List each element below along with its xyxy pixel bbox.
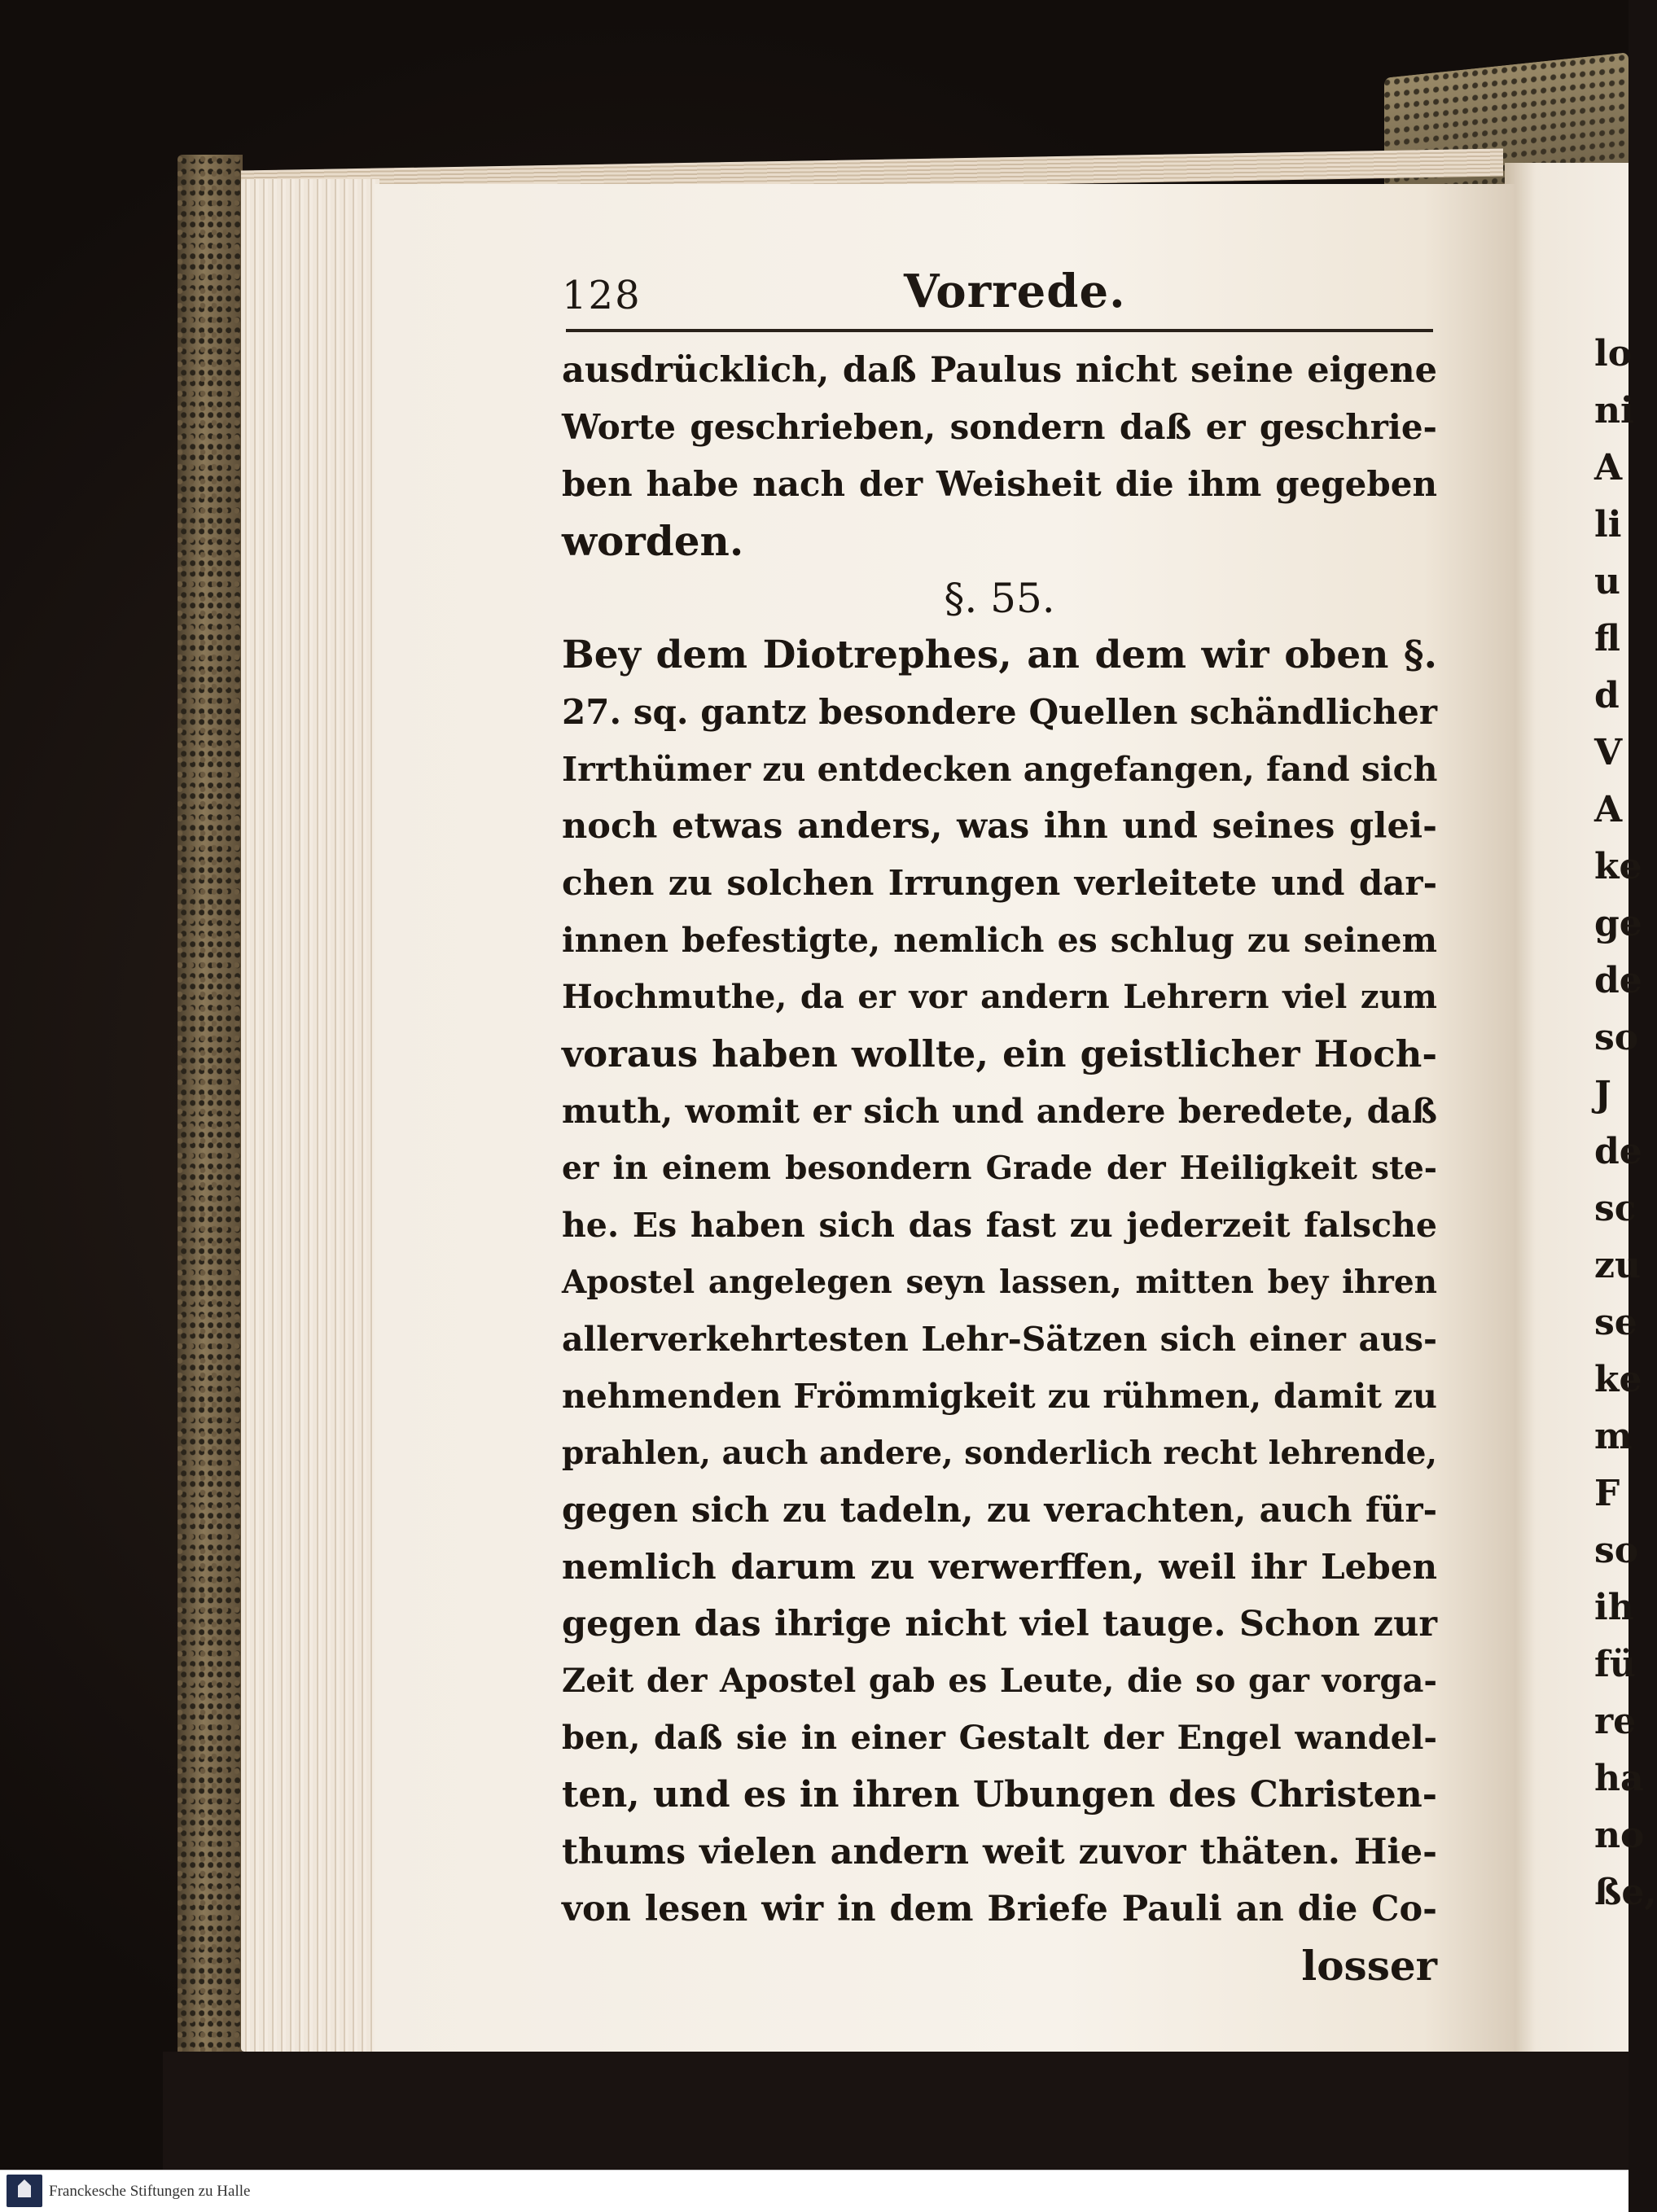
opposite-page-line-fragment: so (1594, 1530, 1639, 1571)
page-side-edges (241, 179, 379, 2052)
text-line: §. 55. (944, 575, 1055, 622)
opposite-page-line-fragment: ge (1594, 903, 1642, 944)
text-line: Bey dem Diotrephes, an dem wir oben §. (562, 633, 1437, 677)
text-line: Hochmuthe, da er vor andern Lehrern viel zum (562, 978, 1437, 1016)
opposite-page-line-fragment: F (1594, 1473, 1620, 1514)
text-line: nehmenden Frömmigkeit zu rühmen, damit zu (562, 1377, 1437, 1416)
institution-logo-icon (7, 2175, 42, 2207)
opposite-page-line-fragment: se (1594, 1302, 1637, 1343)
text-line: gegen das ihrige nicht viel tauge. Schon zur (562, 1604, 1437, 1645)
opposite-page-line-fragment: J (1594, 1074, 1611, 1115)
opposite-page-line-fragment: fl (1594, 618, 1620, 659)
text-line: allerverkehrtesten Lehr-Sätzen sich einer aus- (562, 1320, 1437, 1359)
opposite-page-line-fragment: no (1594, 1815, 1645, 1856)
text-line: er in einem besondern Grade der Heiligkeit ste- (562, 1150, 1437, 1187)
text-line: thums vielen andern weit zuvor thäten. Hie- (562, 1832, 1437, 1873)
opposite-page-line-fragment: sc (1594, 1188, 1637, 1229)
opposite-page-line-fragment: ke (1594, 1359, 1642, 1400)
text-line: noch etwas anders, was ihn und seines glei- (562, 806, 1437, 847)
opposite-page-text (1594, 326, 1657, 1921)
opposite-page-line-fragment: ih (1594, 1587, 1634, 1628)
opposite-page-line-fragment: fü (1594, 1644, 1636, 1685)
text-line: nemlich darum zu verwerffen, weil ihr Leben (562, 1547, 1437, 1587)
opposite-page-line-fragment: re (1594, 1701, 1637, 1742)
opposite-page-line-fragment: so (1594, 1017, 1639, 1058)
opposite-page-line-fragment: zu (1594, 1245, 1641, 1286)
text-line: worden. (562, 517, 744, 565)
opposite-page-line-fragment: ße, (1594, 1872, 1657, 1913)
page-number: 128 (562, 273, 642, 318)
text-line: von lesen wir in dem Briefe Pauli an die Co- (562, 1889, 1437, 1929)
text-line: gegen sich zu tadeln, zu verachten, auch für- (562, 1490, 1437, 1530)
opposite-page-line-fragment: de (1594, 1131, 1642, 1172)
body-text (562, 342, 1437, 1995)
opposite-page-line-fragment: lo (1594, 333, 1633, 375)
text-line: innen befestigte, nemlich es schlug zu seinem (562, 921, 1437, 960)
text-line: Zeit der Apostel gab es Leute, die so gar vorga- (562, 1662, 1437, 1700)
text-line: Worte geschrieben, sondern daß er geschrie- (562, 407, 1437, 447)
text-line: Apostel angelegen seyn lassen, mitten bey ihren (562, 1264, 1437, 1301)
footer-text: Franckesche Stiftungen zu Halle (49, 2183, 251, 2200)
running-head: Vorrede. (904, 265, 1126, 318)
head-rule (566, 329, 1433, 332)
footer-bar (0, 2170, 1629, 2212)
text-line: voraus haben wollte, ein geistlicher Hoch- (562, 1032, 1437, 1075)
opposite-page-line-fragment: V (1594, 732, 1623, 773)
opposite-page-line-fragment: u (1594, 561, 1620, 602)
text-line: muth, womit er sich und andere beredete, daß (562, 1092, 1437, 1131)
scan-bottom-background (163, 2052, 1629, 2170)
opposite-page-line-fragment: d (1594, 675, 1620, 716)
text-line: prahlen, auch andere, sonderlich recht lehrende, (562, 1435, 1437, 1472)
text-line: ten, und es in ihren Ubungen des Christen- (562, 1774, 1437, 1816)
text-line: 27. sq. gantz besondere Quellen schändlicher (562, 692, 1437, 732)
text-line: Irrthümer zu entdecken angefangen, fand sich (562, 750, 1438, 789)
opposite-page-line-fragment: de (1594, 960, 1642, 1001)
text-line: he. Es haben sich das fast zu jederzeit falsche (562, 1206, 1437, 1245)
opposite-page-line-fragment: ni (1594, 390, 1634, 431)
text-line: ben habe nach der Weisheit die ihm gegeben (562, 464, 1437, 504)
opposite-page-line-fragment: ha (1594, 1758, 1644, 1799)
text-line: ben, daß sie in einer Gestalt der Engel wandel- (562, 1719, 1437, 1757)
text-line: losser (1301, 1942, 1437, 1990)
book-cover-left (178, 155, 243, 2060)
opposite-page-line-fragment: ke (1594, 846, 1642, 887)
opposite-page-line-fragment: li (1594, 504, 1622, 545)
opposite-page-line-fragment: m (1594, 1416, 1633, 1457)
opposite-page-line-fragment: A (1594, 447, 1623, 488)
text-line: chen zu solchen Irrungen verleitete und dar- (562, 863, 1437, 903)
opposite-page-line-fragment: A (1594, 789, 1623, 830)
text-line: ausdrücklich, daß Paulus nicht seine eigene (562, 350, 1437, 391)
